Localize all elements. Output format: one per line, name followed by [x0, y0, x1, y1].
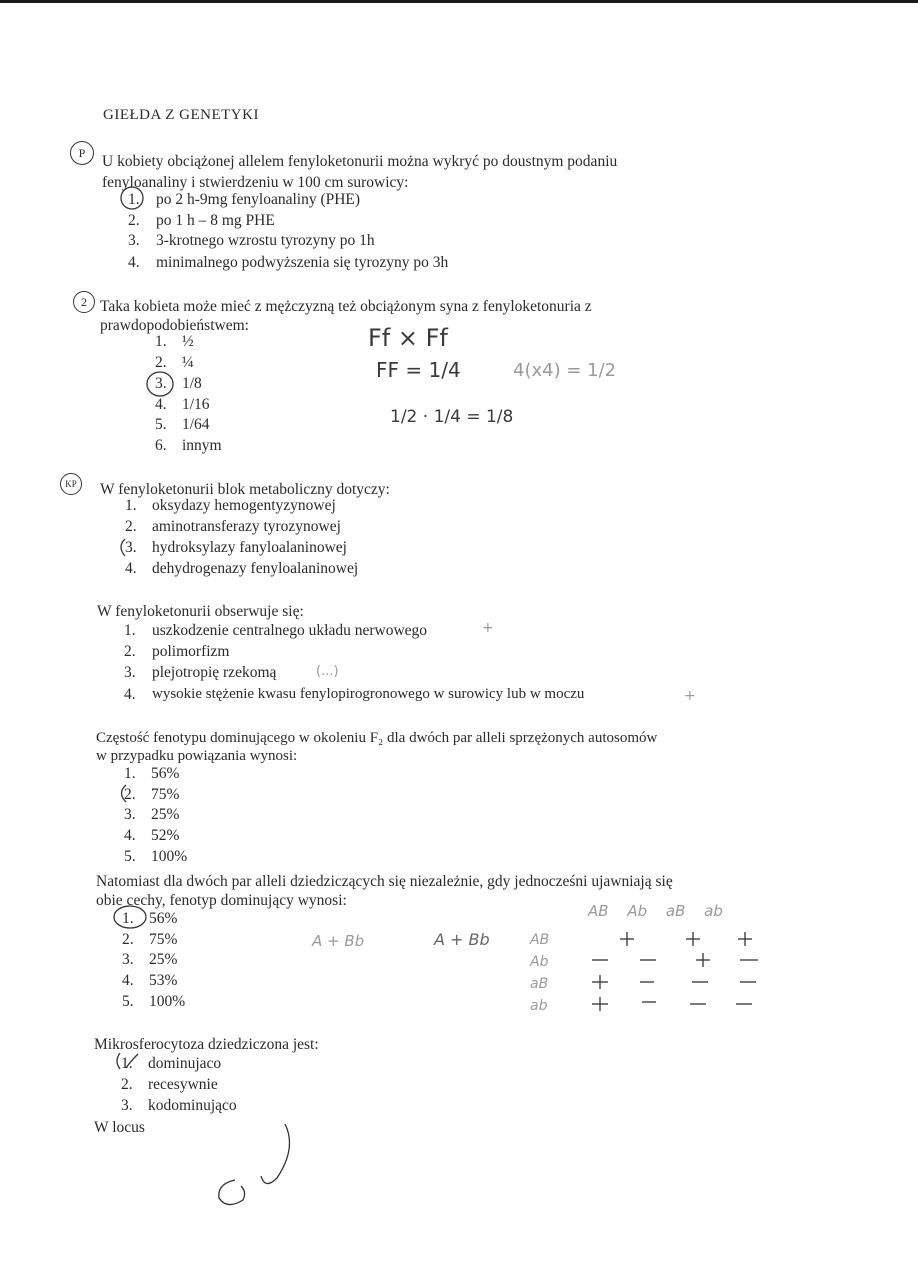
- q7-option-2-text: recesywnie: [148, 1076, 218, 1093]
- q5-option-4-num: 4.: [124, 827, 136, 844]
- q2-option-6-text: innym: [182, 437, 222, 454]
- q6-option-1-num: 1.: [122, 910, 134, 927]
- q3-option-2-num: 2.: [125, 518, 137, 535]
- q3-option-1-num: 1.: [125, 497, 137, 514]
- q5-answer-arc: [116, 783, 132, 805]
- question-2-stem-line-2: prawdopodobieństwem:: [100, 317, 249, 334]
- q4-option-4-num: 4.: [124, 686, 136, 703]
- q1-option-1-text: po 2 h-9mg fenyloanaliny (PHE): [156, 191, 361, 208]
- q2-option-3-num: 3.: [155, 375, 167, 392]
- q1-option-2-num: 2.: [128, 212, 140, 229]
- q7-option-1-num: 1.: [121, 1055, 133, 1072]
- q7-option-2-num: 2.: [121, 1076, 133, 1093]
- grid-row-2: Ab: [530, 954, 549, 970]
- handwritten-product: 1/2 · 1/4 = 1/8: [390, 407, 514, 427]
- q2-option-3-text: 1/8: [182, 375, 202, 392]
- q4-option-2-num: 2.: [124, 643, 136, 660]
- q6-option-5-num: 5.: [122, 993, 134, 1010]
- q6-option-1-text: 56%: [149, 910, 178, 927]
- q4-option-3-num: 3.: [124, 664, 136, 681]
- grid-header: AB Ab aB ab: [588, 902, 723, 920]
- question-2-marker: 2: [73, 291, 95, 313]
- q3-option-3-text: hydroksylazy fanyloalaninowej: [152, 539, 347, 556]
- q2-answer-circle: [144, 370, 178, 400]
- grid-row-1: AB: [530, 932, 550, 948]
- question-2-stem-line-1: Taka kobieta może mieć z mężczyzną też obciążonym syna z fenyloketonuria z: [100, 298, 592, 315]
- question-5-stem-line-1: Częstość fenotypu dominującego w okoleniu F₂ dla dwóch par alleli sprzężonych autosomów: [96, 730, 658, 746]
- q7-answer-mark: [112, 1050, 146, 1074]
- q3-option-4-text: dehydrogenazy fenyloalaninowej: [152, 560, 359, 577]
- q7-option-3-text: kodominująco: [148, 1097, 237, 1114]
- q2-option-2-text: ¼: [182, 354, 194, 371]
- punnett-grid-marks: [590, 928, 770, 1018]
- q5-option-3-num: 3.: [124, 806, 136, 823]
- question-7-trailing: W locus: [94, 1119, 145, 1136]
- q2-option-4-num: 4.: [155, 396, 167, 413]
- q3-option-4-num: 4.: [125, 560, 137, 577]
- q6-note-a: A + Bb: [312, 932, 365, 950]
- q3-option-3-num: 3.: [125, 539, 137, 556]
- question-7-stem: Mikrosferocytoza dziedziczona jest:: [94, 1036, 319, 1053]
- q4-mark-4: +: [684, 688, 696, 704]
- q5-option-1-num: 1.: [124, 765, 136, 782]
- q2-option-2-num: 2.: [155, 354, 167, 371]
- q2-option-4-text: 1/16: [182, 396, 210, 413]
- q6-option-5-text: 100%: [149, 993, 186, 1010]
- q3-answer-arc: [116, 537, 130, 559]
- question-5-stem-line-2: w przypadku powiązania wynosi:: [96, 748, 298, 764]
- q6-option-2-text: 75%: [149, 931, 178, 948]
- q4-option-3-text: plejotropię rzekomą: [152, 664, 277, 681]
- q3-option-2-text: aminotransferazy tyrozynowej: [152, 518, 341, 535]
- handwritten-ff-ratio: FF = 1/4: [376, 358, 461, 382]
- q2-option-1-num: 1.: [155, 333, 167, 350]
- q2-option-6-num: 6.: [155, 437, 167, 454]
- question-1-marker: P: [70, 141, 94, 165]
- grid-row-4: ab: [530, 998, 548, 1014]
- q7-option-3-num: 3.: [121, 1097, 133, 1114]
- grid-row-3: aB: [530, 976, 549, 992]
- q6-option-4-text: 53%: [149, 972, 178, 989]
- q4-option-4-text: wysokie stężenie kwasu fenylopirogronowego w surowicy lub w moczu: [152, 686, 585, 702]
- question-1-stem-line-1: U kobiety obciążonej allelem fenyloketonurii można wykryć po doustnym podaniu: [102, 153, 618, 170]
- q4-option-1-text: uszkodzenie centralnego układu nerwowego: [152, 622, 428, 639]
- bottom-scribble: [205, 1118, 305, 1208]
- page-top-edge: [0, 0, 918, 3]
- q4-faint-note: (...): [316, 664, 339, 679]
- q7-option-1-text: dominujaco: [148, 1055, 222, 1072]
- question-3-marker: KP: [60, 473, 82, 495]
- question-4-stem: W fenyloketonurii obserwuje się:: [97, 603, 304, 620]
- q2-option-1-text: ½: [182, 333, 194, 350]
- q2-option-5-num: 5.: [155, 416, 167, 433]
- q1-option-3-num: 3.: [128, 232, 140, 249]
- q6-option-2-num: 2.: [122, 931, 134, 948]
- question-1-stem-line-2: fenyloanaliny i stwierdzeniu w 100 cm surowicy:: [102, 174, 409, 191]
- q6-option-3-num: 3.: [122, 951, 134, 968]
- q5-option-2-num: 2.: [124, 786, 136, 803]
- q5-option-5-text: 100%: [151, 848, 188, 865]
- q5-option-4-text: 52%: [151, 827, 180, 844]
- q6-option-3-text: 25%: [149, 951, 178, 968]
- page-title: GIEŁDA Z GENETYKI: [103, 107, 259, 123]
- handwritten-cross: Ff × Ff: [368, 324, 448, 352]
- q4-mark-1: +: [482, 620, 494, 636]
- q1-option-4-text: minimalnego podwyższenia się tyrozyny po 3h: [156, 254, 449, 271]
- q6-option-4-num: 4.: [122, 972, 134, 989]
- q1-option-3-text: 3-krotnego wzrostu tyrozyny po 1h: [156, 232, 375, 249]
- q5-option-1-text: 56%: [151, 765, 180, 782]
- q4-option-2-text: polimorfizm: [152, 643, 230, 660]
- question-6-stem-line-1: Natomiast dla dwóch par alleli dziedziczących się niezależnie, gdy jednocześni ujawniają się: [96, 873, 673, 890]
- q6-note-b: A + Bb: [434, 930, 490, 949]
- q5-option-5-num: 5.: [124, 848, 136, 865]
- handwritten-side-calc: 4(x4) = 1/2: [513, 360, 617, 381]
- q6-answer-circle: [112, 904, 150, 932]
- q1-option-2-text: po 1 h – 8 mg PHE: [156, 212, 275, 229]
- q4-option-1-num: 1.: [124, 622, 136, 639]
- q1-option-4-num: 4.: [128, 254, 140, 271]
- q5-option-2-text: 75%: [151, 786, 180, 803]
- q1-answer-circle: [118, 186, 148, 212]
- q1-option-1-num: 1.: [128, 191, 140, 208]
- q3-option-1-text: oksydazy hemogentyzynowej: [152, 497, 336, 514]
- q2-option-5-text: 1/64: [182, 416, 210, 433]
- q5-option-3-text: 25%: [151, 806, 180, 823]
- question-6-stem-line-2: obie cechy, fenotyp dominujący wynosi:: [96, 892, 347, 909]
- question-3-stem: W fenyloketonurii blok metaboliczny dotyczy:: [100, 481, 390, 498]
